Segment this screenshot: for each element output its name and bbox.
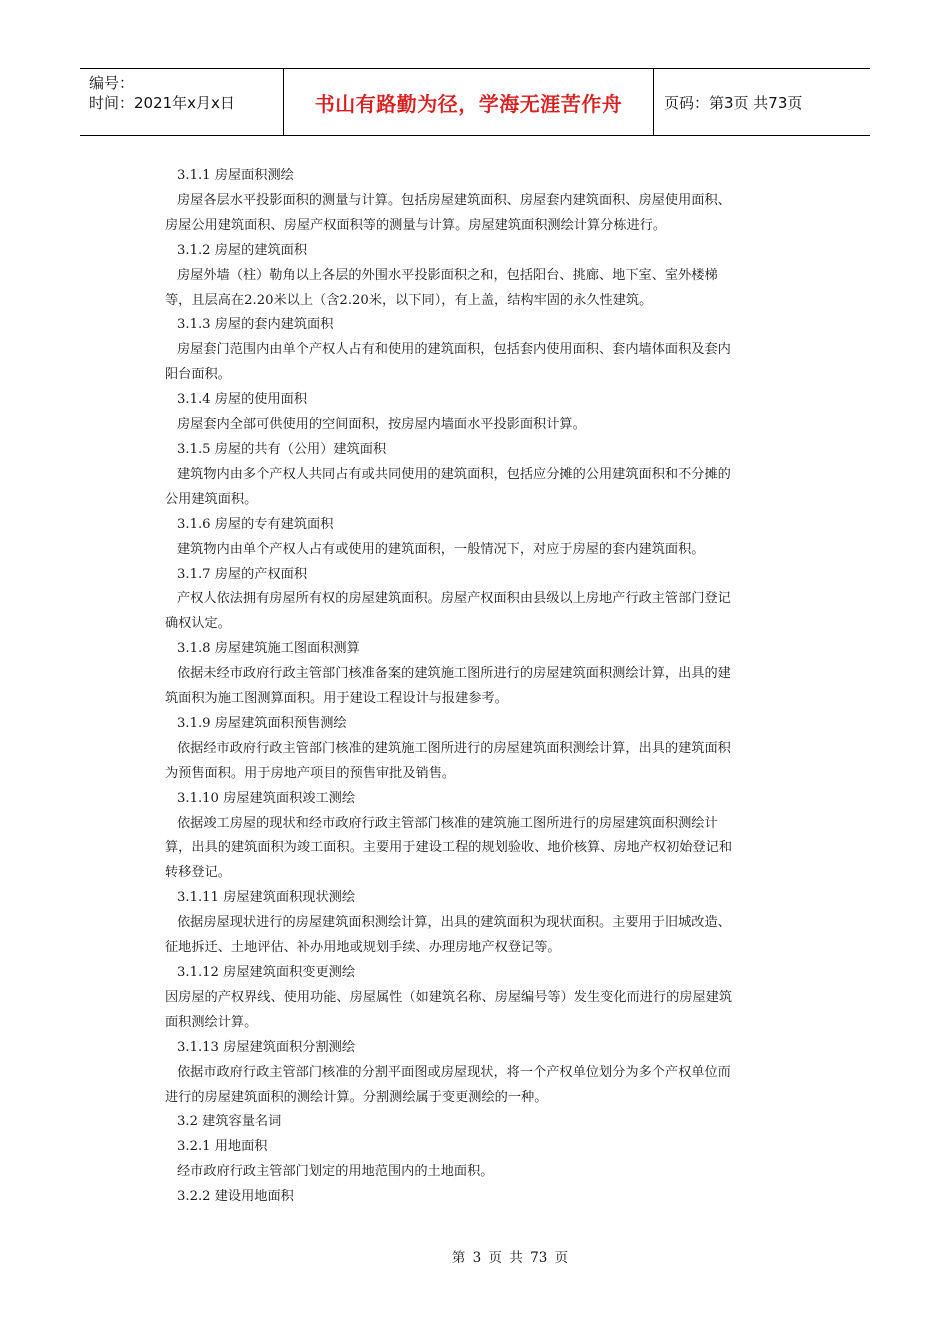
section-heading: 3.2.1 用地面积 bbox=[177, 1139, 268, 1155]
paragraph-line: 算，出具的建筑面积为竣工面积。主要用于建设工程的规划验收、地价核算、房地产权初始登记和 bbox=[165, 840, 733, 856]
paragraph-line: 房屋套门范围内由单个产权人占有和使用的建筑面积，包括套内使用面积、套内墙体面积及套内 bbox=[177, 342, 731, 358]
section-heading: 3.1.8 房屋建筑施工图面积测算 bbox=[177, 641, 360, 657]
section-heading: 3.1.13 房屋建筑面积分割测绘 bbox=[177, 1039, 356, 1055]
doc-number-label: 编号： bbox=[89, 74, 135, 92]
paragraph-line: 确权认定。 bbox=[165, 616, 231, 632]
section-heading: 3.1.12 房屋建筑面积变更测绘 bbox=[177, 965, 356, 980]
paragraph-line: 房屋各层水平投影面积的测量与计算。包括房屋建筑面积、房屋套内建筑面积、房屋使用面积、 bbox=[177, 192, 731, 208]
paragraph-line: 面积测绘计算。 bbox=[165, 1014, 258, 1030]
paragraph-line: 依据经市政府行政主管部门核准的建筑施工图所进行的房屋建筑面积测绘计算，出具的建筑面积 bbox=[177, 740, 731, 756]
paragraph-line: 建筑物内由单个产权人占有或使用的建筑面积，一般情况下，对应于房屋的套内建筑面积。 bbox=[177, 541, 705, 557]
section-heading: 3.1.7 房屋的产权面积 bbox=[177, 566, 308, 582]
paragraph-line: 建筑物内由多个产权人共同占有或共同使用的建筑面积，包括应分摊的公用建筑面积和不分摊的 bbox=[177, 466, 731, 482]
section-heading: 3.1.2 房屋的建筑面积 bbox=[177, 242, 308, 258]
section-heading: 3.1.5 房屋的共有（公用）建筑面积 bbox=[177, 441, 387, 457]
document-header bbox=[80, 68, 870, 136]
paragraph-line: 征地拆迁、土地评估、补办用地或规划手续、办理房地产权登记等。 bbox=[165, 940, 561, 956]
section-heading: 3.1.9 房屋建筑面积预售测绘 bbox=[177, 715, 347, 731]
section-heading: 3.1.4 房屋的使用面积 bbox=[177, 392, 308, 408]
paragraph-line: 依据竣工房屋的现状和经市政府行政主管部门核准的建筑施工图所进行的房屋建筑面积测绘计 bbox=[177, 815, 718, 831]
doc-time-label: 时间：2021年x月x日 bbox=[89, 94, 235, 112]
section-heading: 3.2 建筑容量名词 bbox=[177, 1114, 282, 1130]
document-body bbox=[165, 164, 790, 1210]
paragraph-line: 因房屋的产权界线、使用功能、房屋属性（如建筑名称、房屋编号等）发生变化而进行的房屋建筑 bbox=[165, 989, 733, 1005]
section-heading: 3.1.11 房屋建筑面积现状测绘 bbox=[177, 890, 356, 906]
header-motto: 书山有路勤为径，学海无涯苦作舟 bbox=[283, 69, 654, 135]
section-heading: 3.2.2 建设用地面积 bbox=[177, 1189, 294, 1205]
paragraph-line: 进行的房屋建筑面积的测绘计算。分割测绘属于变更测绘的一种。 bbox=[165, 1089, 548, 1105]
paragraph-line: 依据房屋现状进行的房屋建筑面积测绘计算，出具的建筑面积为现状面积。主要用于旧城改造、 bbox=[177, 915, 731, 931]
paragraph-line: 为预售面积。用于房地产项目的预售审批及销售。 bbox=[165, 765, 456, 781]
section-heading: 3.1.10 房屋建筑面积竣工测绘 bbox=[177, 790, 356, 806]
header-page-info: 页码：第3页 共73页 bbox=[664, 93, 803, 112]
paragraph-line: 依据市政府行政主管部门核准的分割平面图或房屋现状，将一个产权单位划分为多个产权单位而 bbox=[177, 1064, 731, 1080]
paragraph-line: 房屋套内全部可供使用的空间面积，按房屋内墙面水平投影面积计算。 bbox=[177, 417, 586, 433]
section-heading: 3.1.3 房屋的套内建筑面积 bbox=[177, 317, 334, 333]
paragraph-line: 筑面积为施工图测算面积。用于建设工程设计与报建参考。 bbox=[165, 691, 508, 707]
section-heading: 3.1.1 房屋面积测绘 bbox=[177, 168, 294, 183]
paragraph-line: 房屋外墙（柱）勒角以上各层的外围水平投影面积之和，包括阳台、挑廊、地下室、室外楼梯 bbox=[177, 267, 718, 283]
paragraph-line: 转移登记。 bbox=[165, 865, 231, 881]
paragraph-line: 公用建筑面积。 bbox=[165, 491, 258, 507]
paragraph-line: 依据未经市政府行政主管部门核准备案的建筑施工图所进行的房屋建筑面积测绘计算，出具的建 bbox=[177, 666, 731, 682]
paragraph-line: 阳台面积。 bbox=[165, 367, 231, 383]
paragraph-line: 房屋公用建筑面积、房屋产权面积等的测量与计算。房屋建筑面积测绘计算分栋进行。 bbox=[165, 217, 667, 233]
section-heading: 3.1.6 房屋的专有建筑面积 bbox=[177, 516, 334, 532]
paragraph-line: 产权人依法拥有房屋所有权的房屋建筑面积。房屋产权面积由县级以上房地产行政主管部门登记 bbox=[177, 591, 731, 607]
paragraph-line: 等，且层高在2.20米以上（含2.20米，以下同），有上盖，结构牢固的永久性建筑。 bbox=[165, 292, 653, 308]
page-footer: 第 3 页 共 73 页 bbox=[451, 1250, 569, 1266]
paragraph-line: 经市政府行政主管部门划定的用地范围内的土地面积。 bbox=[177, 1164, 494, 1180]
header-meta bbox=[80, 69, 283, 135]
